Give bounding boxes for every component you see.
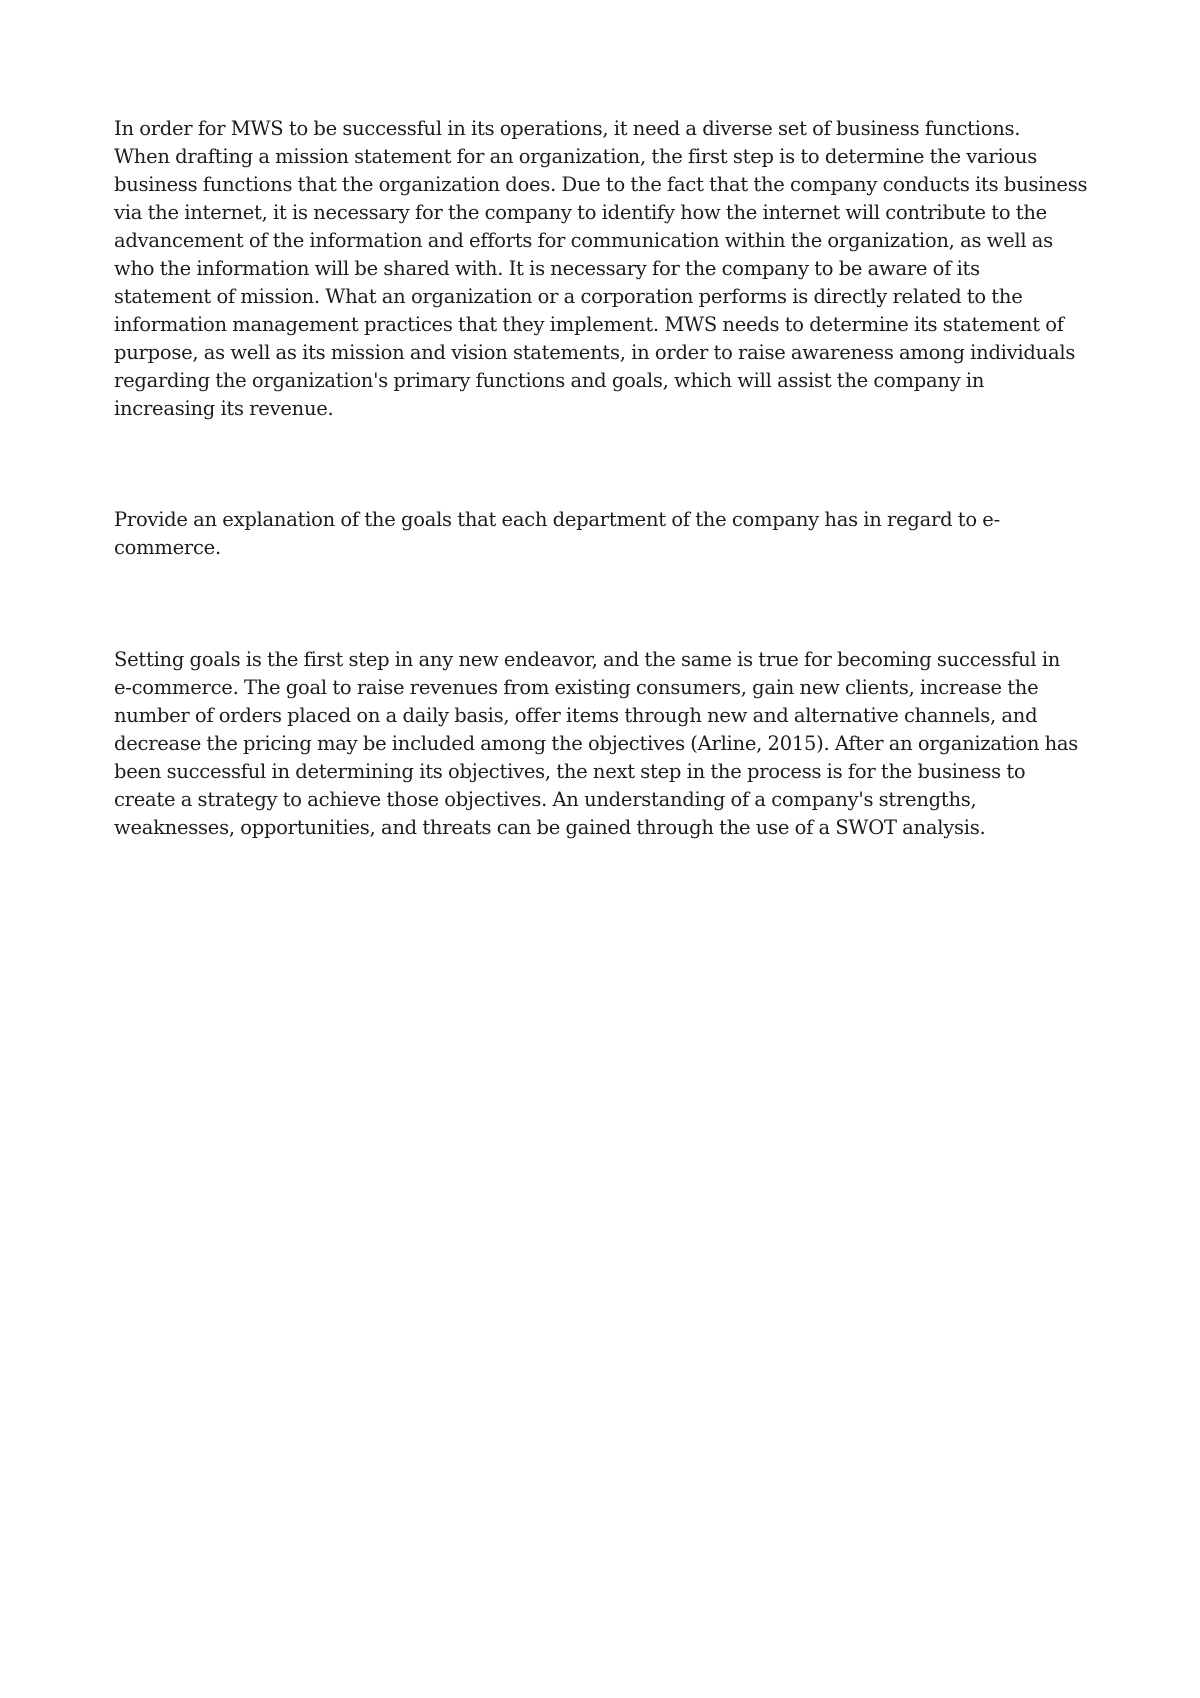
text-line: via the internet, it is necessary for the company to identify how the internet will contribute to the [114, 201, 1047, 224]
text-line: business functions that the organization does. Due to the fact that the company conducts its business [114, 173, 1088, 196]
text-line: Provide an explanation of the goals that each department of the company has in regard to e- [114, 508, 1000, 531]
text-line: When drafting a mission statement for an organization, the first step is to determine the various [114, 145, 1037, 168]
question-paragraph-department-goals [114, 506, 1099, 562]
text-line: statement of mission. What an organization or a corporation performs is directly related to the [114, 285, 1023, 308]
body-paragraph-setting-goals [114, 646, 1099, 842]
text-line: In order for MWS to be successful in its operations, it need a diverse set of business functions. [114, 117, 1021, 140]
text-line: commerce. [114, 536, 221, 559]
text-line: e-commerce. The goal to raise revenues from existing consumers, gain new clients, increase the [114, 676, 1039, 699]
text-line: create a strategy to achieve those objectives. An understanding of a company's strengths, [114, 788, 977, 811]
text-line: regarding the organization's primary functions and goals, which will assist the company in [114, 369, 985, 392]
text-line: purpose, as well as its mission and vision statements, in order to raise awareness among individuals [114, 341, 1076, 364]
text-line: number of orders placed on a daily basis, offer items through new and alternative channels, and [114, 704, 1038, 727]
text-line: weaknesses, opportunities, and threats can be gained through the use of a SWOT analysis. [114, 816, 986, 839]
text-line: been successful in determining its objectives, the next step in the process is for the business to [114, 760, 1026, 783]
text-line: who the information will be shared with. It is necessary for the company to be aware of its [114, 257, 980, 280]
text-line: increasing its revenue. [114, 397, 334, 420]
text-line: advancement of the information and efforts for communication within the organization, as well as [114, 229, 1053, 252]
text-line: information management practices that they implement. MWS needs to determine its statement of [114, 313, 1064, 336]
text-line: Setting goals is the first step in any new endeavor, and the same is true for becoming successful in [114, 648, 1061, 671]
body-paragraph-mws-functions [114, 115, 1099, 423]
text-line: decrease the pricing may be included among the objectives (Arline, 2015). After an organization has [114, 732, 1079, 755]
